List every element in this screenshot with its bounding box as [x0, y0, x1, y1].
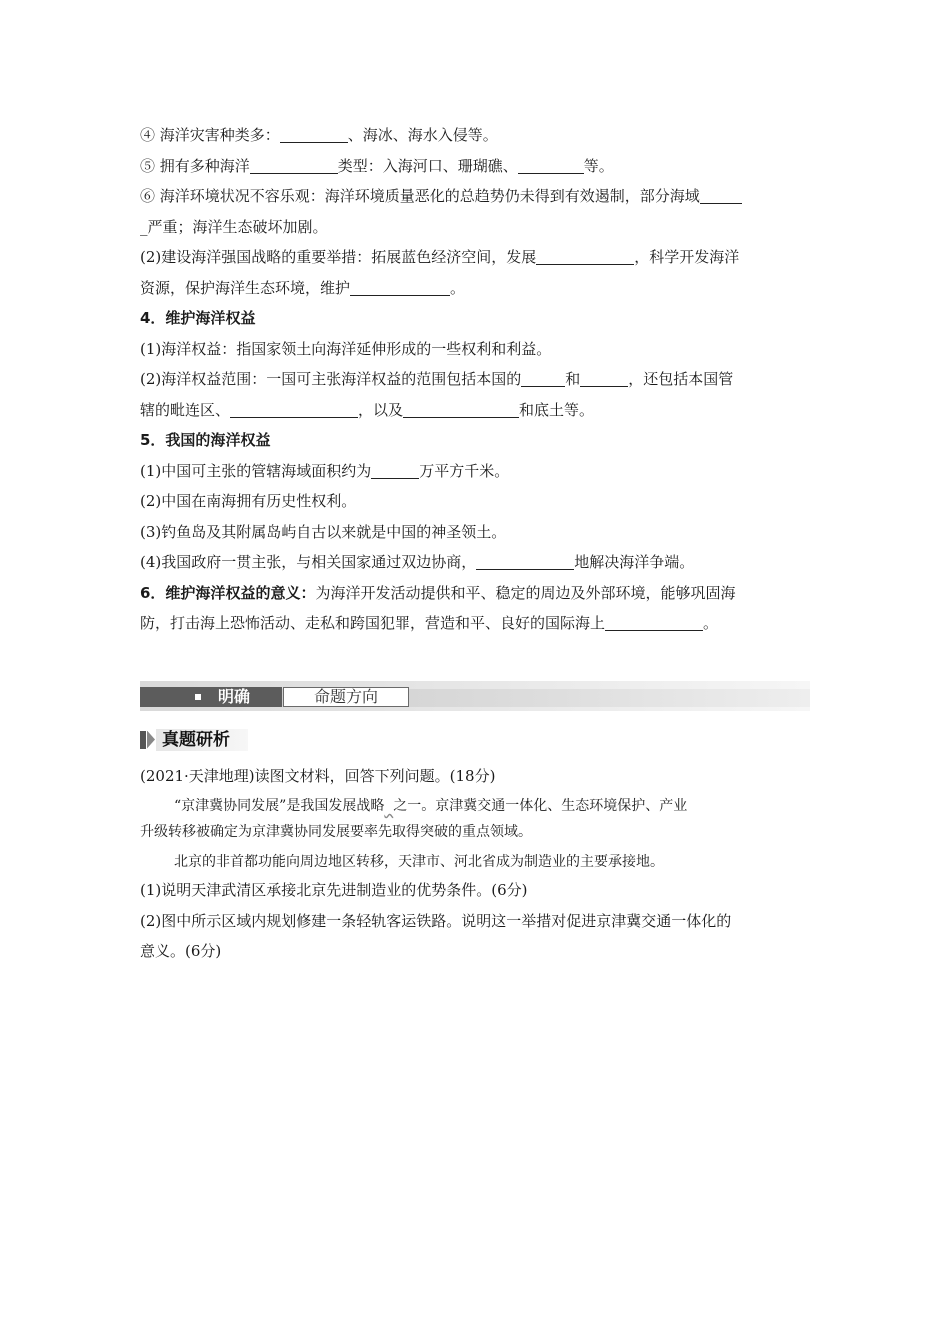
- line-text: (2)海洋权益范围：一国可主张海洋权益的范围包括本国的: [140, 370, 522, 388]
- line-text: 类型：入海河口、珊瑚礁、: [337, 156, 518, 175]
- text-line: [140, 273, 810, 304]
- fill-blank: [476, 553, 574, 570]
- text-line: [140, 364, 810, 395]
- line-text: 、海冰、海水入侵等。: [347, 126, 498, 144]
- fill-blank: [536, 248, 634, 265]
- line-text: (1)中国可主张的管辖海域面积约为: [140, 461, 372, 480]
- question-1: (1)说明天津武清区承接北京先进制造业的优势条件。(6分): [140, 881, 528, 899]
- line-text: (2)建设海洋强国战略的重要举措：拓展蓝色经济空间，发展: [140, 248, 537, 266]
- line-text: 等。: [583, 156, 614, 175]
- line-text: “京津冀协同发展”是我国发展战略: [174, 798, 385, 814]
- text-line: (1)海洋权益：指国家领土向海洋延伸形成的一些权利和利益。: [140, 339, 552, 358]
- fill-blank: [605, 614, 703, 631]
- text-line: [140, 120, 810, 151]
- line-text: 。: [450, 278, 466, 297]
- line-text: 和底土等。: [519, 400, 595, 419]
- material-line: 北京的非首都功能向周边地区转移，天津市、河北省成为制造业的主要承接地。: [174, 854, 664, 870]
- text-line: [140, 181, 810, 212]
- fill-blank: [521, 370, 565, 387]
- line-text: ，还包括本国管: [628, 370, 734, 388]
- question-2: (2)图中所示区域内规划修建一条轻轨客运铁路。说明这一举措对促进京津冀交通一体化的: [140, 911, 732, 930]
- line-text: 和: [565, 370, 581, 388]
- heading-5: 5．我国的海洋权益: [140, 431, 271, 449]
- line-text: 资源，保护海洋生态环境，维护: [140, 278, 351, 297]
- fill-blank: [280, 126, 348, 143]
- banner-light-tab: 命题方向: [283, 687, 409, 707]
- line-text: 为海洋开发活动提供和平、稳定的周边及外部环境，能够巩固海: [315, 583, 736, 602]
- line-text: 辖的毗连区、: [140, 400, 231, 419]
- text-line: [140, 547, 810, 578]
- text-line: [140, 151, 810, 182]
- question-2-cont: 意义。(6分): [140, 942, 222, 960]
- document-page: [140, 120, 810, 967]
- line-text: ，科学开发海洋: [634, 248, 740, 266]
- wavy-underline: [384, 798, 393, 814]
- fill-blank: [518, 157, 584, 174]
- heading-4: 4．维护海洋权益: [140, 309, 256, 327]
- heading-6: 6．维护海洋权益的意义：: [140, 583, 316, 602]
- heading-arrow-icon: [147, 731, 155, 749]
- text-line: [140, 242, 810, 273]
- question-source: (2021·天津地理)读图文材料，回答下列问题。(18分): [140, 766, 496, 785]
- section-title: 真题研析: [162, 729, 230, 750]
- section-heading: [140, 725, 810, 753]
- line-text: (4)我国政府一贯主张，与相关国家通过双边协商，: [140, 553, 477, 571]
- line-text: 防，打击海上恐怖活动、走私和跨国犯罪，营造和平、良好的国际海上: [140, 614, 606, 632]
- line-text: 。: [703, 614, 719, 632]
- fill-blank: [250, 157, 338, 174]
- line-text: _严重；海洋生态破坏加剧。: [140, 217, 328, 236]
- fill-blank: [350, 279, 450, 296]
- line-text: 地解决海洋争端。: [574, 553, 695, 571]
- material-line: 升级转移被确定为京津冀协同发展要率先取得突破的重点领域。: [140, 824, 532, 840]
- section-banner: [140, 681, 810, 713]
- text-line: [140, 608, 810, 639]
- material-line: [140, 793, 810, 819]
- line-text: ⑥ 海洋环境状况不容乐观：海洋环境质量恶化的总趋势仍未得到有效遏制，部分海域: [140, 187, 700, 205]
- line-text: 万平方千米。: [419, 461, 510, 480]
- line-text: 之一。京津冀交通一体化、生态环境保护、产业: [393, 798, 688, 814]
- square-bullet-icon: [195, 694, 201, 700]
- text-line: [140, 456, 810, 487]
- heading-bar-icon: [140, 731, 146, 749]
- fill-blank: [371, 462, 419, 479]
- fill-blank: [580, 370, 628, 387]
- line-text: ⑤ 拥有多种海洋: [140, 156, 250, 175]
- text-line: [140, 212, 810, 243]
- line-text: ④ 海洋灾害种类多：: [140, 126, 280, 144]
- text-line: (2)中国在南海拥有历史性权利。: [140, 492, 357, 510]
- text-line: (3)钓鱼岛及其附属岛屿自古以来就是中国的神圣领土。: [140, 522, 507, 541]
- fill-blank: [403, 401, 519, 418]
- fill-blank: [700, 187, 742, 204]
- banner-dark-label: 明确: [218, 686, 251, 706]
- banner-dark-tab: [140, 687, 282, 707]
- line-text: ，以及: [358, 400, 404, 419]
- text-line: [140, 578, 810, 609]
- text-line: [140, 395, 810, 426]
- fill-blank: [230, 401, 358, 418]
